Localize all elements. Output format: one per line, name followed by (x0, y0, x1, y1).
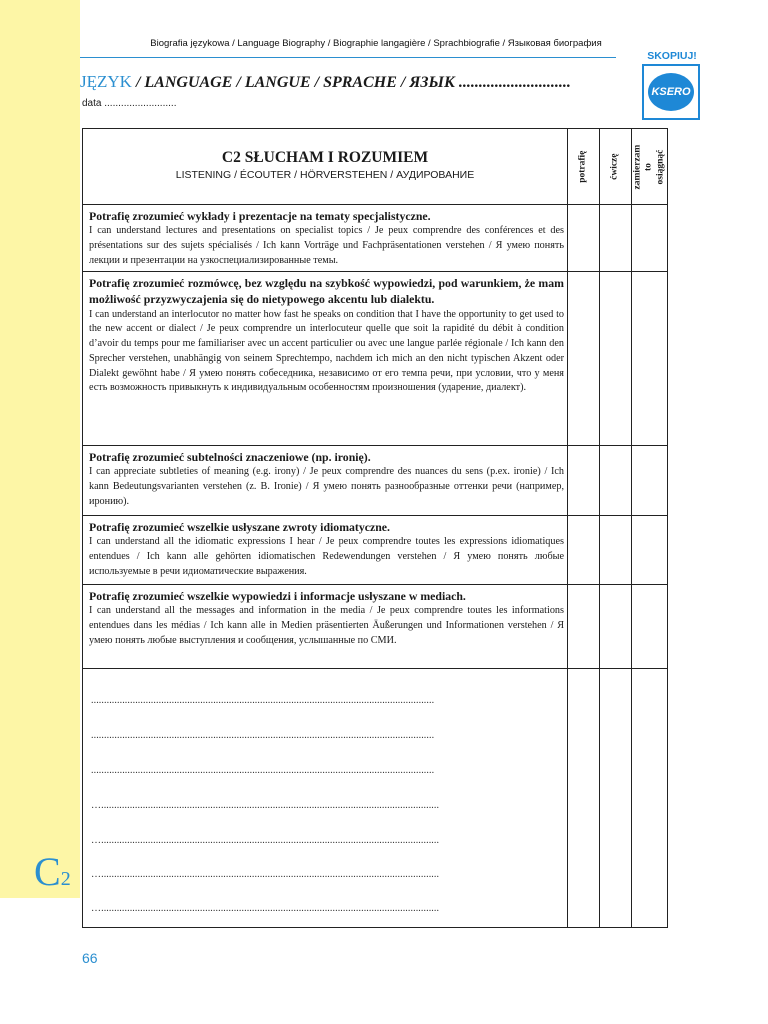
language-label-rest: / LANGUAGE / LANGUE / SPRACHE / ЯЗЫК ............................ (131, 74, 571, 91)
table-row (83, 446, 667, 516)
level-marker (34, 849, 71, 894)
skill-translations: I can appreciate subtleties of meaning (e.g. irony) / Je peux comprendre des nuances du sens (p.ex. ironie) / Ich kann Bedeutungsvarianten verstehen (z. B. Ironie) / Я умею понять разнообразные оттенки речи (например, иронию). (89, 466, 564, 507)
table-row (83, 205, 667, 272)
skill-statement-pl: Potrafię zrozumieć wszelkie wypowiedzi i informacje usłyszane w mediach. (89, 589, 466, 603)
column-divider (631, 129, 632, 927)
write-in-line[interactable]: ….................................................................................................................................. (91, 869, 440, 880)
date-field: data .......................... (82, 98, 177, 109)
write-in-line[interactable]: ….................................................................................................................................. (91, 800, 440, 811)
level-marker-number: 2 (60, 868, 71, 890)
table-row (83, 516, 667, 585)
column-header-can: potrafię (577, 150, 588, 184)
column-divider (599, 129, 600, 927)
logo-caption: SKOPIUJ! (647, 50, 697, 62)
table-row (83, 585, 667, 669)
skill-statement-pl: Potrafię zrozumieć wykłady i prezentacje na tematy specjalistyczne. (89, 209, 431, 223)
level-side-strip (0, 0, 80, 898)
column-header-intend: zamierzam to osiągnąć (631, 144, 665, 190)
column-divider (567, 129, 568, 927)
skill-translations: I can understand all the idiomatic expressions I hear / Je peux comprendre toutes les expressions idiomatiques entendues / Ich kann alle gehörten idiomatischen Redewendungen verstehen / Я умею понять любые используемые в речи идиоматические выражения. (89, 536, 564, 577)
header-divider (80, 57, 616, 58)
skill-translations: I can understand lectures and presentations on specialist topics / Je peux comprendre des conférences et des présentations sur des sujets spécialisés / Ich kann Vorträge und Fachpräsentationen verstehen / Я умею понять лекции и презентации на узкоспециализированные темы. (89, 225, 564, 266)
write-in-line[interactable]: .................................................................................................................................... (91, 730, 435, 741)
skill-statement-pl: Potrafię zrozumieć rozmówcę, bez względu na szybkość wypowiedzi, pod warunkiem, że mam możliwość przyzwyczajenia się do nietypowego akcentu lub dialektu. (89, 276, 564, 307)
skill-item (89, 208, 564, 269)
table-subtitle: LISTENING / ÉCOUTER / HÖRVERSTEHEN / АУДИРОВАНИЕ (175, 169, 475, 181)
skills-table (82, 128, 668, 928)
skill-statement-pl: Potrafię zrozumieć subtelności znaczeniowe (np. ironię). (89, 450, 371, 464)
ksero-logo (642, 50, 702, 120)
write-in-line[interactable]: ….................................................................................................................................. (91, 903, 440, 914)
skill-item (89, 449, 564, 510)
column-header-practice: ćwiczę (609, 153, 620, 181)
table-title-block (83, 129, 567, 205)
write-in-line[interactable]: ….................................................................................................................................. (91, 835, 440, 846)
skill-item (89, 588, 564, 649)
skill-statement-pl: Potrafię zrozumieć wszelkie usłyszane zwroty idiomatyczne. (89, 520, 390, 534)
language-label-pl: JĘZYK (80, 72, 132, 91)
write-in-line[interactable]: .................................................................................................................................... (91, 695, 435, 706)
table-row (83, 272, 667, 446)
write-in-line[interactable]: .................................................................................................................................... (91, 765, 435, 776)
table-title: C2 SŁUCHAM I ROZUMIEM (221, 149, 429, 166)
logo-oval: KSERO (648, 73, 694, 111)
table-header-row (83, 129, 667, 205)
language-line (80, 72, 571, 92)
table-row-blank (83, 669, 667, 927)
skill-translations: I can understand all the messages and information in the media / Je peux comprendre toutes les informations entendues dans les médias / Ich kann alle in Medien präsentierten Äußerungen und Informationen verstehen / Я умею понять любые выступления и сообщения, услышанные по СМИ. (89, 605, 564, 646)
skill-translations: I can understand an interlocutor no matter how fast he speaks on condition that I have the opportunity to get used to the new accent or dialect / Je peux comprendre un interlocuteur quelle que soit la rapidité du débit à condition d’avoir du temps pour me familiariser avec un accent particulier ou avec une langue parlée régionale / Ich kann den Sprecher verstehen, unabhängig von seinem Sprechtempo, nachdem ich mich an den nicht typischen Akzent oder Dialekt gewöhnt habe / Я умею понять собеседника, независимо от его темпа речи, при условии, что у меня есть возможность привыкнуть к индивидуальным особенностям произношения (ударение, диалект). (89, 308, 564, 394)
logo-box (642, 64, 700, 120)
skill-item (89, 519, 564, 580)
page-number: 66 (82, 950, 98, 966)
level-marker-letter: C (34, 849, 61, 894)
page-breadcrumb: Biografia językowa / Language Biography / Biographie langagière / Sprachbiografie / Языковая биография (150, 38, 602, 49)
skill-item (89, 275, 564, 396)
